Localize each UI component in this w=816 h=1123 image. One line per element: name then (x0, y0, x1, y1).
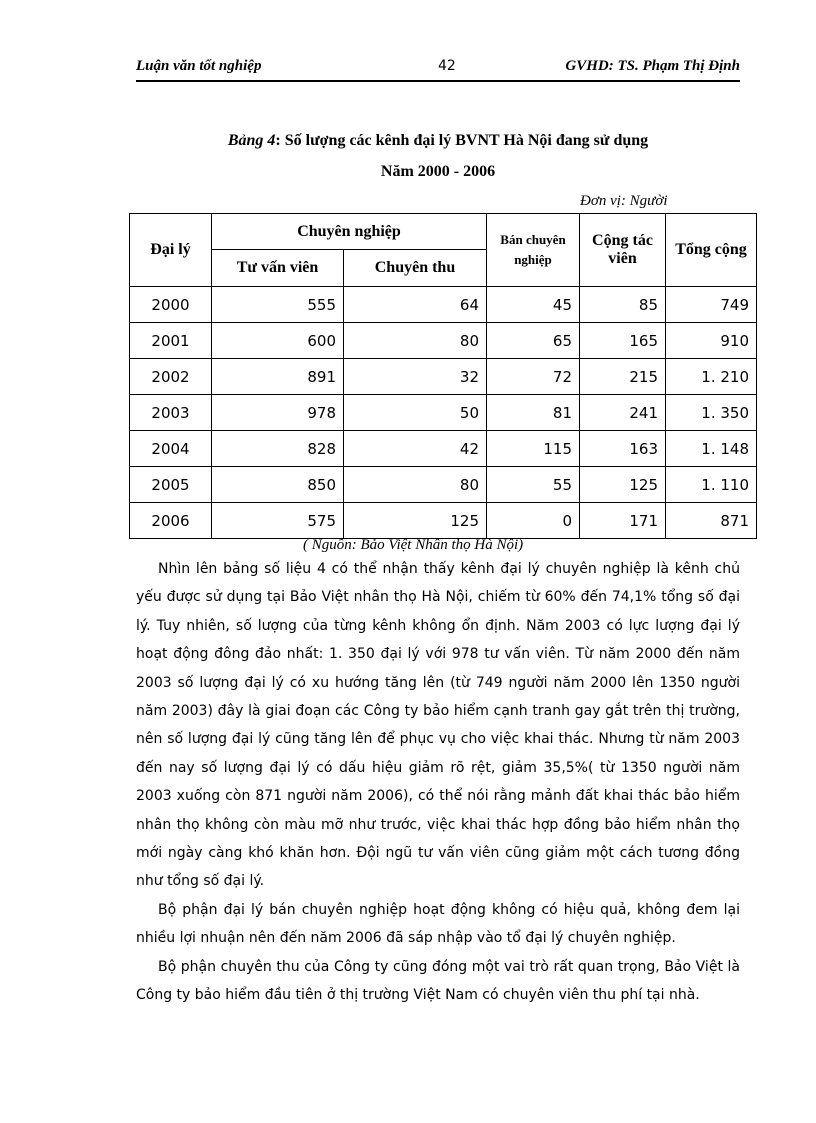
advisor-cell: 828 (212, 431, 344, 467)
agent-count-table (129, 213, 757, 539)
header-collaborator: Cộng tác viên (580, 214, 666, 287)
advisor-cell: 850 (212, 467, 344, 503)
advisor-cell: 600 (212, 323, 344, 359)
year-cell: 2002 (130, 359, 212, 395)
year-cell: 2006 (130, 503, 212, 539)
total-cell: 1. 148 (666, 431, 757, 467)
total-cell: 749 (666, 287, 757, 323)
header-semi-professional: Bán chuyên nghiệp (487, 214, 580, 287)
header-agent: Đại lý (130, 214, 212, 287)
year-cell: 2000 (130, 287, 212, 323)
table-row (130, 287, 757, 323)
advisor-cell: 555 (212, 287, 344, 323)
advisor-cell: 978 (212, 395, 344, 431)
collaborator-cell: 215 (580, 359, 666, 395)
total-cell: 1. 110 (666, 467, 757, 503)
header-advisor: Tư vấn viên (212, 250, 344, 287)
advisor-cell: 891 (212, 359, 344, 395)
table-row (130, 359, 757, 395)
collector-cell: 32 (344, 359, 487, 395)
table-row (130, 503, 757, 539)
collector-cell: 80 (344, 467, 487, 503)
body-text (136, 555, 740, 1010)
paragraph: Bộ phận đại lý bán chuyên nghiệp hoạt động không có hiệu quả, không đem lại nhiều lợi nhuận nên đến năm 2006 đã sáp nhập vào tổ đại lý chuyên nghiệp. (136, 901, 740, 947)
year-cell: 2001 (130, 323, 212, 359)
page-header (136, 58, 740, 82)
table-subtitle: Năm 2000 - 2006 (380, 163, 496, 180)
table-title (136, 132, 740, 150)
table-row (130, 467, 757, 503)
table-title-lead: Bảng 4 (227, 132, 276, 149)
collaborator-cell: 85 (580, 287, 666, 323)
collector-cell: 42 (344, 431, 487, 467)
collector-cell: 125 (344, 503, 487, 539)
collaborator-cell: 165 (580, 323, 666, 359)
total-cell: 871 (666, 503, 757, 539)
semi-professional-cell: 115 (487, 431, 580, 467)
paragraph: Nhìn lên bảng số liệu 4 có thể nhận thấy kênh đại lý chuyên nghiệp là kênh chủ yếu được sử dụng tại Bảo Việt nhân thọ Hà Nội, chiếm từ 60% đến 74,1% tổng số đại lý. Tuy nhiên, số lượng của từng kênh không ổn định. Năm 2003 có lực lượng đại lý hoạt động đông đảo nhất: 1. 350 đại lý với 978 tư vấn viên. Từ năm 2000 đến năm 2003 số lượng đại lý có xu hướng tăng lên (từ 749 người năm 2000 lên 1350 người năm 2003) đây là giai đoạn các Công ty bảo hiểm cạnh tranh gay gắt trên thị trường, nên số lượng đại lý cũng tăng lên để phục vụ cho việc khai thác. Nhưng từ năm 2003 đến nay số lượng đại lý có dấu hiệu giảm rõ rệt, giảm 35,5%( từ 1350 người năm 2003 xuống còn 871 người năm 2006), có thể nói rằng mảnh đất khai thác bảo hiểm nhân thọ không còn màu mỡ như trước, việc khai thác hợp đồng bảo hiểm nhân thọ mới ngày càng khó khăn hơn. Đội ngũ tư vấn viên cũng giảm một cách tương đồng như tổng số đại lý. (136, 561, 740, 890)
total-cell: 1. 210 (666, 359, 757, 395)
table-row (130, 395, 757, 431)
year-cell: 2004 (130, 431, 212, 467)
total-cell: 910 (666, 323, 757, 359)
total-cell: 1. 350 (666, 395, 757, 431)
supervisor-label: GVHD: TS. Phạm Thị Định (565, 58, 740, 74)
table-row (130, 323, 757, 359)
collaborator-cell: 171 (580, 503, 666, 539)
table-source: ( Nguồn: Bảo Việt Nhân thọ Hà Nội) (303, 537, 524, 553)
collaborator-cell: 241 (580, 395, 666, 431)
semi-professional-cell: 0 (487, 503, 580, 539)
year-cell: 2005 (130, 467, 212, 503)
collaborator-cell: 125 (580, 467, 666, 503)
table-title-text: : Số lượng các kênh đại lý BVNT Hà Nội đang sử dụng (275, 132, 649, 149)
collector-cell: 50 (344, 395, 487, 431)
semi-professional-cell: 81 (487, 395, 580, 431)
semi-professional-cell: 55 (487, 467, 580, 503)
advisor-cell: 575 (212, 503, 344, 539)
header-professional: Chuyên nghiệp (212, 214, 487, 250)
table-row (130, 431, 757, 467)
semi-professional-cell: 65 (487, 323, 580, 359)
semi-professional-cell: 72 (487, 359, 580, 395)
page-number: 42 (438, 58, 456, 74)
collector-cell: 80 (344, 323, 487, 359)
collaborator-cell: 163 (580, 431, 666, 467)
thesis-label: Luận văn tốt nghiệp (136, 58, 262, 74)
paragraph: Bộ phận chuyên thu của Công ty cũng đóng một vai trò rất quan trọng, Bảo Việt là Công ty bảo hiểm đầu tiên ở thị trường Việt Nam có chuyên viên thu phí tại nhà. (136, 958, 740, 1004)
collector-cell: 64 (344, 287, 487, 323)
semi-professional-cell: 45 (487, 287, 580, 323)
header-total: Tổng cộng (666, 214, 757, 287)
header-collector: Chuyên thu (344, 250, 487, 287)
unit-note: Đơn vị: Người (580, 193, 668, 209)
year-cell: 2003 (130, 395, 212, 431)
